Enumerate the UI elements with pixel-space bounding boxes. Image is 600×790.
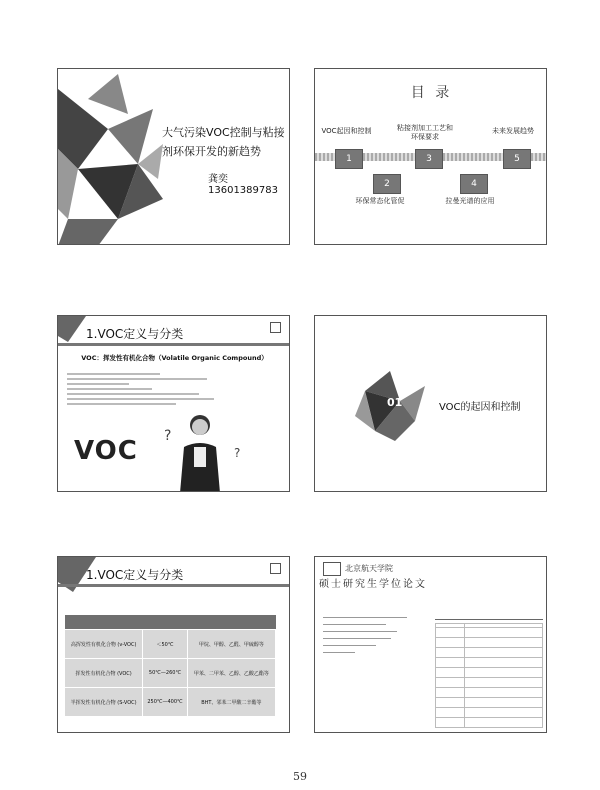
slide-voc-classification [57, 556, 290, 733]
header-bar [58, 343, 290, 346]
thesis-info-placeholder [323, 611, 428, 659]
institution-logo [270, 322, 283, 333]
contents-item-2-label: 环保常态化管促 [355, 197, 405, 205]
contents-item-4-label: 拉曼光谱的应用 [445, 197, 495, 205]
examples-cell: 甲苯、二甲苯、乙醇、乙酸乙酯等 [187, 659, 275, 688]
slide-contents [314, 68, 547, 245]
slide3-subtitle: VOC：挥发性有机化合物（Volatile Organic Compound） [81, 354, 268, 362]
step-5: 5 [503, 149, 531, 169]
table-row [65, 688, 276, 717]
contents-item-1-label: VOC起因和控制 [321, 127, 372, 135]
contents-item-3-label: 粘接剂加工工艺和环保要求 [397, 124, 453, 141]
voc-type-cell: 挥发性有机化合物 (VOC) [65, 659, 143, 688]
table-row [65, 659, 276, 688]
table-rule [435, 619, 543, 620]
voc-classification-table [64, 615, 276, 717]
step-3: 3 [415, 149, 443, 169]
slide-title [57, 68, 290, 245]
university-logo-icon [323, 562, 341, 576]
contents-item-5-label: 未来发展趋势 [492, 127, 534, 135]
slide-section-01 [314, 315, 547, 492]
section-number: 01 [387, 396, 403, 409]
contents-title: 目 录 [410, 85, 453, 101]
slide1-title: 大气污染VOC控制与粘接剂环保开发的新趋势 [162, 126, 285, 158]
voc-type-cell: 高挥发性有机化合物 (v-VOC) [65, 630, 143, 659]
logo-icon [270, 322, 281, 333]
slide3-title: 1.VOC定义与分类 [86, 327, 184, 341]
corner-graphic [58, 316, 88, 344]
step-1: 1 [335, 149, 363, 169]
examples-cell: BHT、邻苯二甲酸二辛酯等 [187, 688, 275, 717]
step-2: 2 [373, 174, 401, 194]
examples-cell: 甲烷、甲醇、乙醛、甲硫醇等 [187, 630, 275, 659]
thesis-title: 硕士研究生学位论文 [319, 579, 427, 590]
page-number: 59 [293, 770, 307, 783]
school-name: 北京航天学院 [345, 564, 393, 573]
logo-icon [270, 563, 281, 574]
slide-voc-definition [57, 315, 290, 492]
slide-thesis-cover [314, 556, 547, 733]
table-header-cell [65, 615, 143, 630]
person-illustration [176, 411, 224, 492]
boiling-point-cell: ＜50℃ [143, 630, 187, 659]
step-4: 4 [460, 174, 488, 194]
table-header-row [65, 615, 276, 630]
institution-logo [270, 563, 283, 574]
boiling-point-cell: 250℃—400℃ [143, 688, 187, 717]
slide3-body-placeholder [67, 370, 222, 408]
slide5-title: 1.VOC定义与分类 [86, 568, 184, 582]
question-mark-icon: ? [234, 446, 241, 460]
table-header-cell [143, 615, 187, 630]
boiling-point-cell: 50℃—260℃ [143, 659, 187, 688]
section-title: VOC的起因和控制 [439, 402, 521, 413]
voc-big-text: VOC [74, 436, 138, 466]
header-bar [58, 584, 290, 587]
table-row [65, 630, 276, 659]
table-header-cell [187, 615, 275, 630]
slide1-contact: 龚奕13601389783 [208, 174, 278, 196]
crystal-graphic [58, 69, 168, 245]
question-mark-icon: ? [164, 428, 172, 444]
committee-table-placeholder [435, 623, 543, 728]
voc-type-cell: 半挥发性有机化合物 (S-VOC) [65, 688, 143, 717]
